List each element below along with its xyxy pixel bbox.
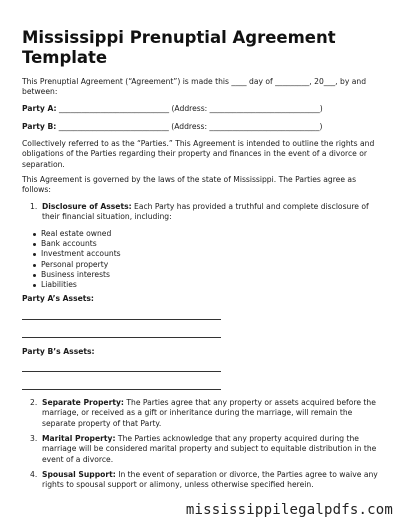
list-item: Liabilities: [30, 280, 121, 290]
list-item: Bank accounts: [30, 239, 121, 249]
section-number: 2.: [30, 398, 38, 407]
section-3: [30, 434, 385, 465]
party-b-address: (Address: _____________________________): [171, 122, 323, 131]
list-item: Business interests: [30, 270, 121, 280]
section-text: The Parties acknowledge that any property acquired during the marriage will be considered marital property and subject to equitable distribution in the event of a divorce.: [42, 434, 377, 464]
party-a-address: (Address: _____________________________): [171, 104, 323, 113]
party-a-assets-heading: Party A’s Assets:: [22, 294, 94, 303]
governing-law-paragraph: This Agreement is governed by the laws of the state of Mississippi. The Parties agree as follows:: [22, 175, 357, 195]
asset-type-list: [30, 229, 121, 290]
party-b-label: Party B:: [22, 122, 57, 131]
party-b-name-blank: _____________________________: [58, 122, 169, 131]
page-title: Mississippi Prenuptial Agreement Template: [22, 28, 336, 67]
party-a-name-blank: _____________________________: [58, 104, 170, 113]
collectively-paragraph: Collectively referred to as the “Parties.” This Agreement is intended to outline the rights and obligations of the Parties regarding their property and finances in the event of a divorce or separation.: [22, 139, 375, 169]
section-text: Each Party has provided a truthful and complete disclosure of their financial situation, including:: [42, 202, 369, 222]
section-heading: Marital Property:: [42, 434, 116, 443]
party-b-row: [22, 122, 322, 132]
section-number: 3.: [30, 434, 38, 443]
section-text: In the event of separation or divorce, the Parties agree to waive any rights to spousal support or alimony, unless otherwise specified herein.: [42, 470, 378, 490]
party-a-assets-line: [22, 337, 221, 338]
section-number: 1.: [30, 202, 38, 211]
list-item: Personal property: [30, 260, 121, 270]
section-4: [30, 470, 385, 491]
section-1: [30, 202, 385, 223]
party-b-assets-heading: Party B’s Assets:: [22, 347, 95, 356]
site-watermark: mississippilegalpdfs.com: [185, 502, 393, 518]
section-heading: Separate Property:: [42, 398, 124, 407]
section-2: [30, 398, 385, 429]
intro-paragraph: This Prenuptial Agreement (“Agreement”) is made this ____ day of _________, 20___, by and between:: [22, 77, 367, 97]
party-a-assets-line: [22, 319, 221, 320]
party-b-assets-line: [22, 389, 221, 390]
list-item: Real estate owned: [30, 229, 121, 239]
party-a-label: Party A:: [22, 104, 57, 113]
party-b-assets-line: [22, 371, 221, 372]
section-heading: Spousal Support:: [42, 470, 116, 479]
section-heading: Disclosure of Assets:: [42, 202, 132, 211]
section-text: The Parties agree that any property or assets acquired before the marriage, or received as a gift or inheritance during the marriage, will remain the separate property of that Party.: [42, 398, 376, 428]
section-number: 4.: [30, 470, 38, 479]
party-a-row: [22, 104, 323, 114]
list-item: Investment accounts: [30, 249, 121, 259]
